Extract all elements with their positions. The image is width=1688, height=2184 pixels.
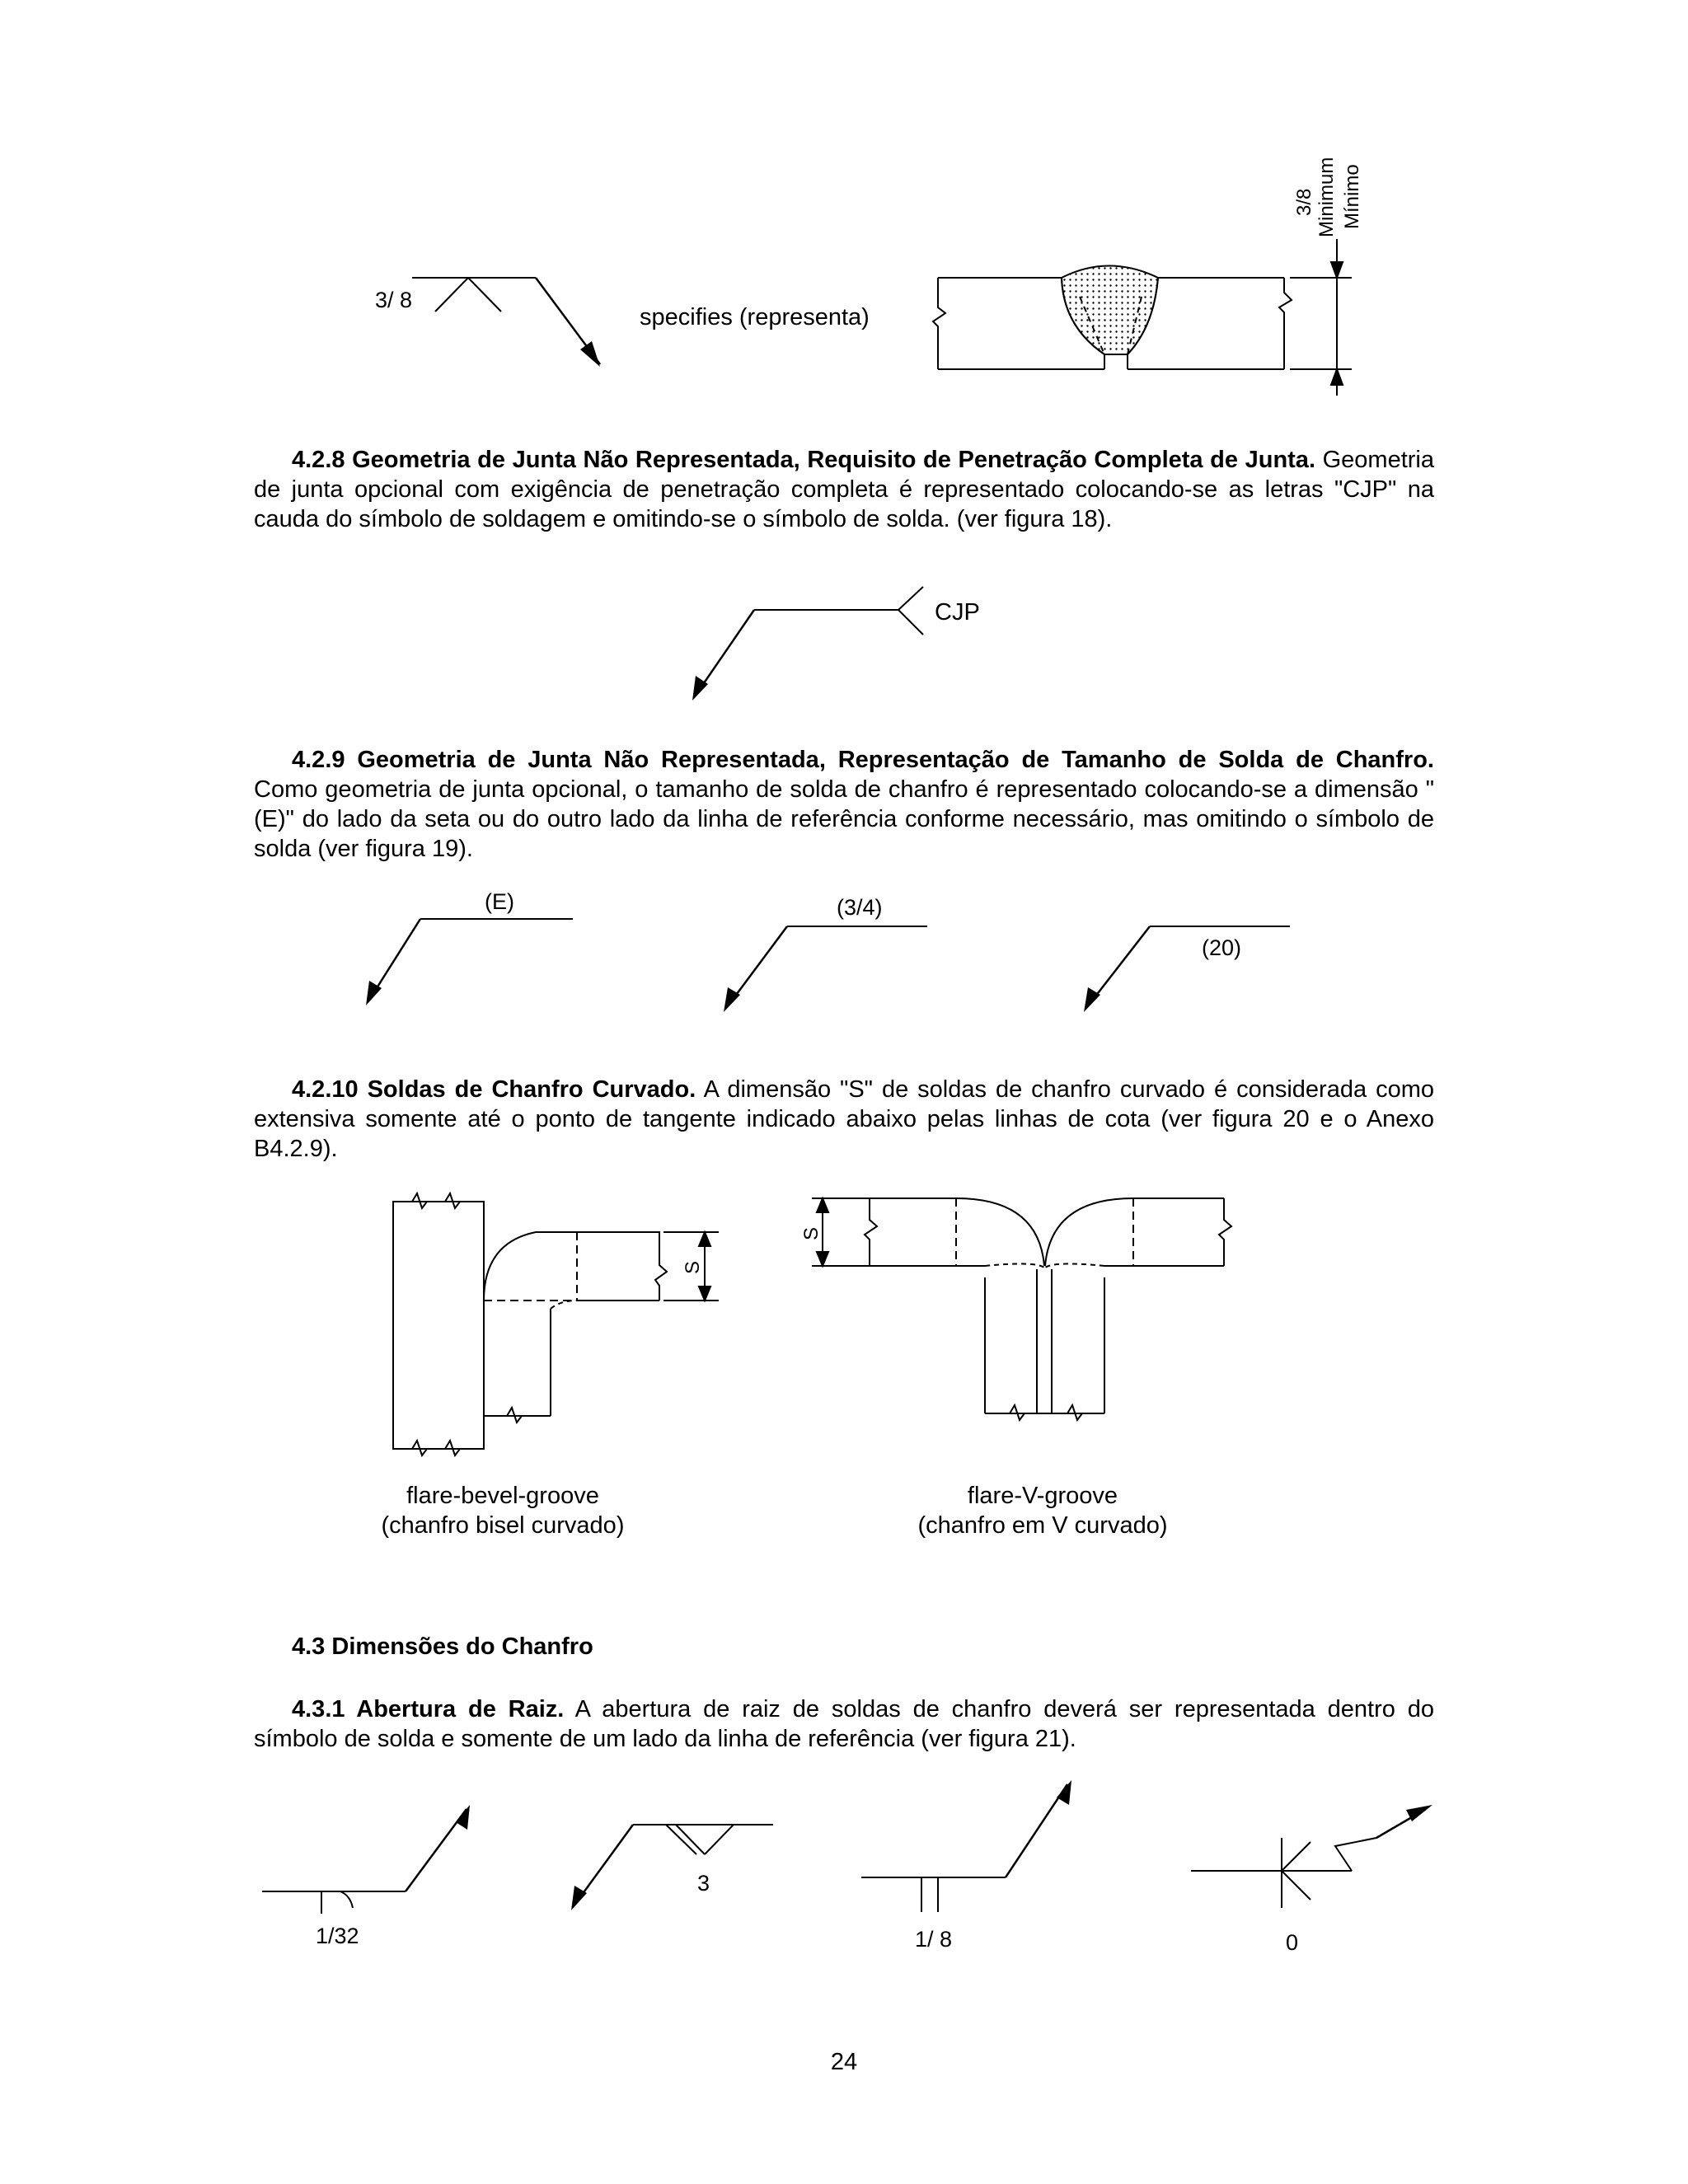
figure-21 xyxy=(0,1780,1688,1978)
heading-4-3: 4.3 Dimensões do Chanfro xyxy=(292,1633,593,1660)
heading-4-2-10: 4.2.10 Soldas de Chanfro Curvado. xyxy=(292,1076,696,1103)
fig19-label-34: (3/4) xyxy=(837,895,883,920)
heading-4-3-1: 4.3.1 Abertura de Raiz. xyxy=(292,1696,565,1722)
figure-20 xyxy=(0,1179,1688,1475)
fig21-label-3: 3 xyxy=(697,1871,710,1896)
fig19-label-20: (20) xyxy=(1202,935,1242,960)
figure-18 xyxy=(0,577,1688,709)
dim-label-minimum: Minimum xyxy=(1315,157,1338,237)
section-4-3 xyxy=(254,1632,1434,1661)
body-4-2-9: Como geometria de junta opcional, o tamanho de solda de chanfro é representado colocando-se a dimensão "(E)" do lado da seta ou do outro lado da linha de referência conforme necessário, mas omitindo o símbolo de solda (ver figura 19). xyxy=(254,776,1434,862)
caption-flare-bevel xyxy=(334,1481,672,1540)
fig21-label-1-8: 1/ 8 xyxy=(915,1927,953,1952)
fig20-dim-s-right: S xyxy=(800,1226,823,1240)
caption-flare-v xyxy=(874,1481,1212,1540)
symbol-size-label: 3/ 8 xyxy=(375,288,413,312)
figure-top-weld-symbol xyxy=(0,0,1688,429)
section-4-2-8 xyxy=(254,445,1434,534)
body-4-2-8: Geometria de junta opcional com exigência de penetração completa é representado colocando-se as letras "CJP" na cauda do símbolo de soldagem e omitindo-se o símbolo de solda. (ver figura 18). xyxy=(254,447,1434,532)
page-number: 24 xyxy=(830,2049,858,2075)
body-4-2-10: A dimensão "S" de soldas de chanfro curvado é considerada como extensiva somente até o ponto de tangente indicado abaixo pelas linhas de cota (ver figura 20 e o Anexo B4.2.9). xyxy=(254,1076,1434,1162)
section-4-2-9 xyxy=(254,745,1434,864)
heading-4-2-9: 4.2.9 Geometria de Junta Não Representada, Representação de Tamanho de Solda de Chanfro. xyxy=(292,747,1434,773)
caption-flare-v-en: flare-V-groove xyxy=(967,1483,1118,1509)
caption-flare-v-pt: (chanfro em V curvado) xyxy=(917,1512,1168,1539)
caption-flare-bevel-pt: (chanfro bisel curvado) xyxy=(381,1512,625,1539)
cjp-label: CJP xyxy=(935,599,980,626)
fig19-label-e: (E) xyxy=(485,889,514,914)
section-4-2-10 xyxy=(254,1075,1434,1164)
figure-19 xyxy=(0,882,1688,1022)
dim-label-size: 3/8 xyxy=(1293,188,1315,216)
body-4-3-1: A abertura de raiz de soldas de chanfro deverá ser representada dentro do símbolo de solda e somente de um lado da linha de referência (ver figura 21). xyxy=(254,1696,1435,1752)
section-4-3-1 xyxy=(254,1694,1434,1754)
fig21-label-0: 0 xyxy=(1286,1930,1299,1955)
heading-4-2-8: 4.2.8 Geometria de Junta Não Representada, Requisito de Penetração Completa de Junta. xyxy=(292,447,1315,473)
caption-flare-bevel-en: flare-bevel-groove xyxy=(406,1483,599,1509)
fig21-label-1-32: 1/32 xyxy=(316,1924,359,1948)
fig20-dim-s-left: S xyxy=(682,1260,704,1274)
dim-label-minimo: Mínimo xyxy=(1341,164,1363,229)
specifies-text: specifies (representa) xyxy=(640,304,870,330)
